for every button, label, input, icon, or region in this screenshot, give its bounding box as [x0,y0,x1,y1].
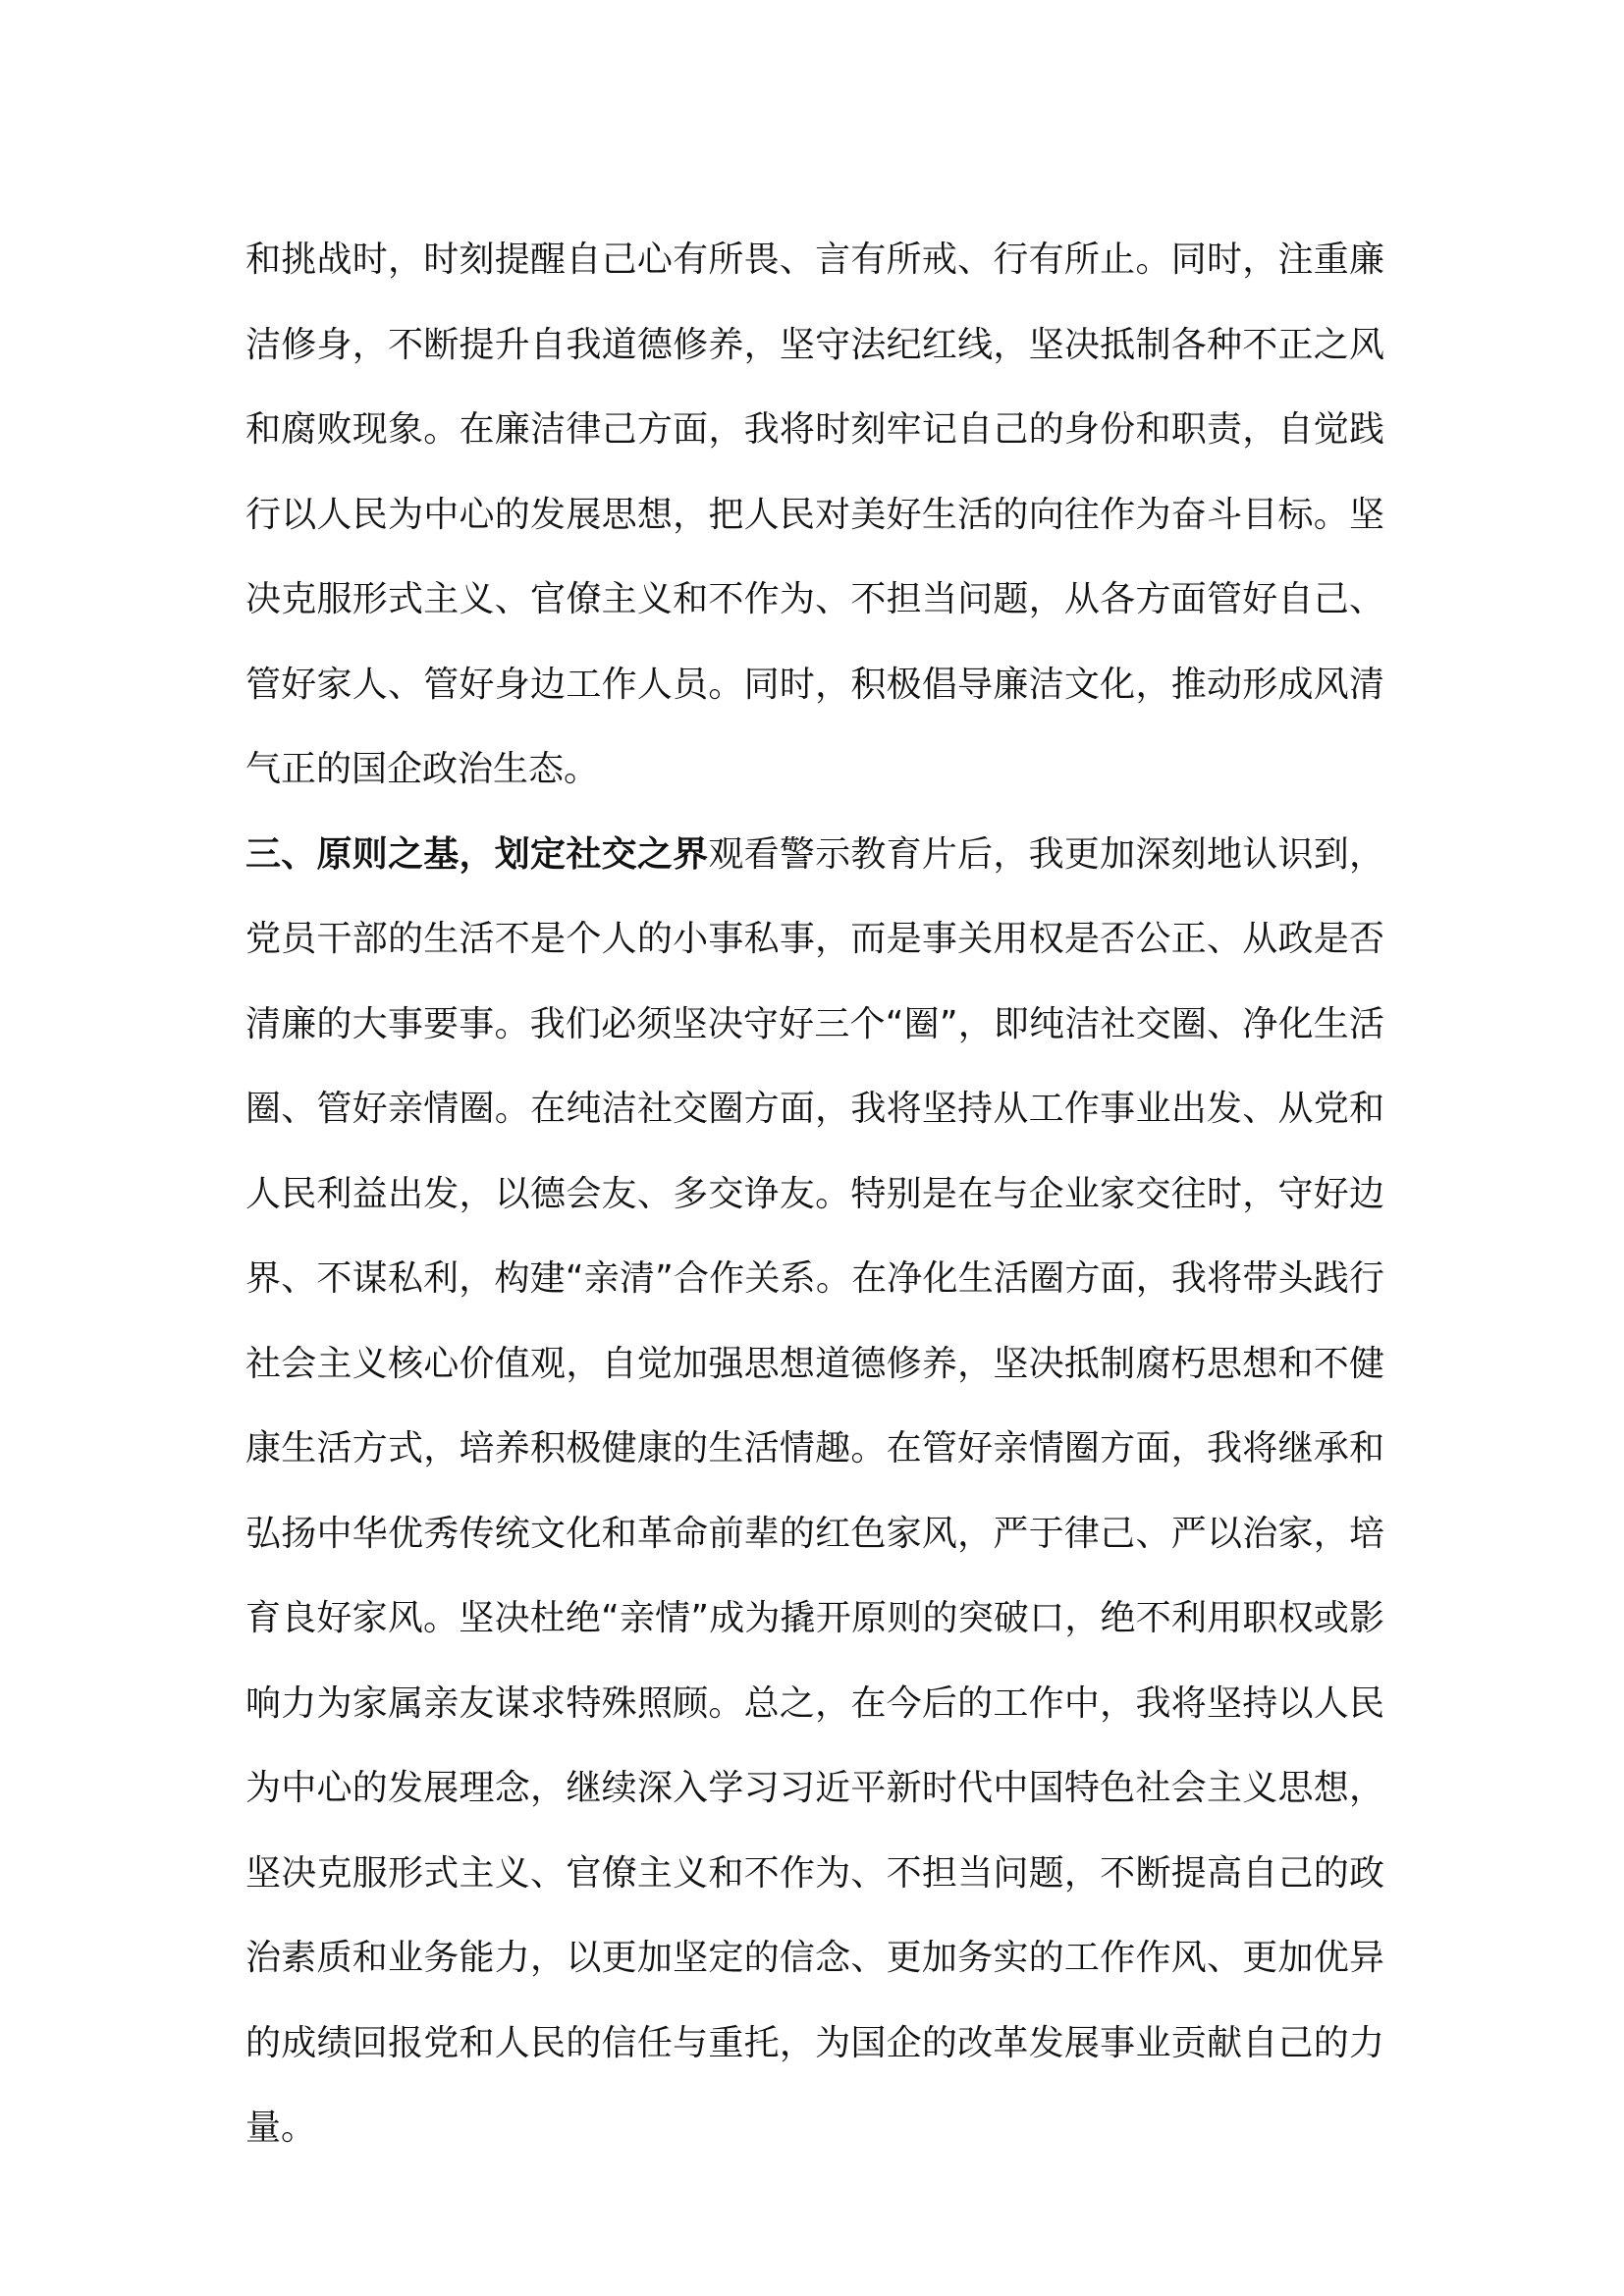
section-3-paragraph [245,813,1384,2171]
section-3-heading: 三、原则之基，划定社交之界 [245,833,709,875]
section-3-body: 观看警示教育片后，我更加深刻地认识到，党员干部的生活不是个人的小事私事，而是事关用权是否公正、从政是否清廉的大事要事。我们必须坚决守好三个“圈”，即纯洁社交圈、净化生活圈、管好亲情圈。在纯洁社交圈方面，我将坚持从工作事业出发、从党和人民利益出发，以德会友、多交诤友。特别是在与企业家交往时，守好边界、不谋私利，构建“亲清”合作关系。在净化生活圈方面，我将带头践行社会主义核心价值观，自觉加强思想道德修养，坚决抵制腐朽思想和不健康生活方式，培养积极健康的生活情趣。在管好亲情圈方面，我将继承和弘扬中华优秀传统文化和革命前辈的红色家风，严于律己、严以治家，培育良好家风。坚决杜绝“亲情”成为撬开原则的突破口，绝不利用职权或影响力为家属亲友谋求特殊照顾。总之，在今后的工作中，我将坚持以人民为中心的发展理念，继续深入学习习近平新时代中国特色社会主义思想，坚决克服形式主义、官僚主义和不作为、不担当问题，不断提高自己的政治素质和业务能力，以更加坚定的信念、更加务实的工作作风、更加优异的成绩回报党和人民的信任与重托，为国企的改革发展事业贡献自己的力量。 [245,833,1384,2148]
document-body [245,218,1384,2171]
paragraph-continued: 和挑战时，时刻提醒自己心有所畏、言有所戒、行有所止。同时，注重廉洁修身，不断提升自我道德修养，坚守法纪红线，坚决抵制各种不正之风和腐败现象。在廉洁律己方面，我将时刻牢记自己的身份和职责，自觉践行以人民为中心的发展思想，把人民对美好生活的向往作为奋斗目标。坚决克服形式主义、官僚主义和不作为、不担当问题，从各方面管好自己、管好家人、管好身边工作人员。同时，积极倡导廉洁文化，推动形成风清气正的国企政治生态。 [245,240,1384,789]
